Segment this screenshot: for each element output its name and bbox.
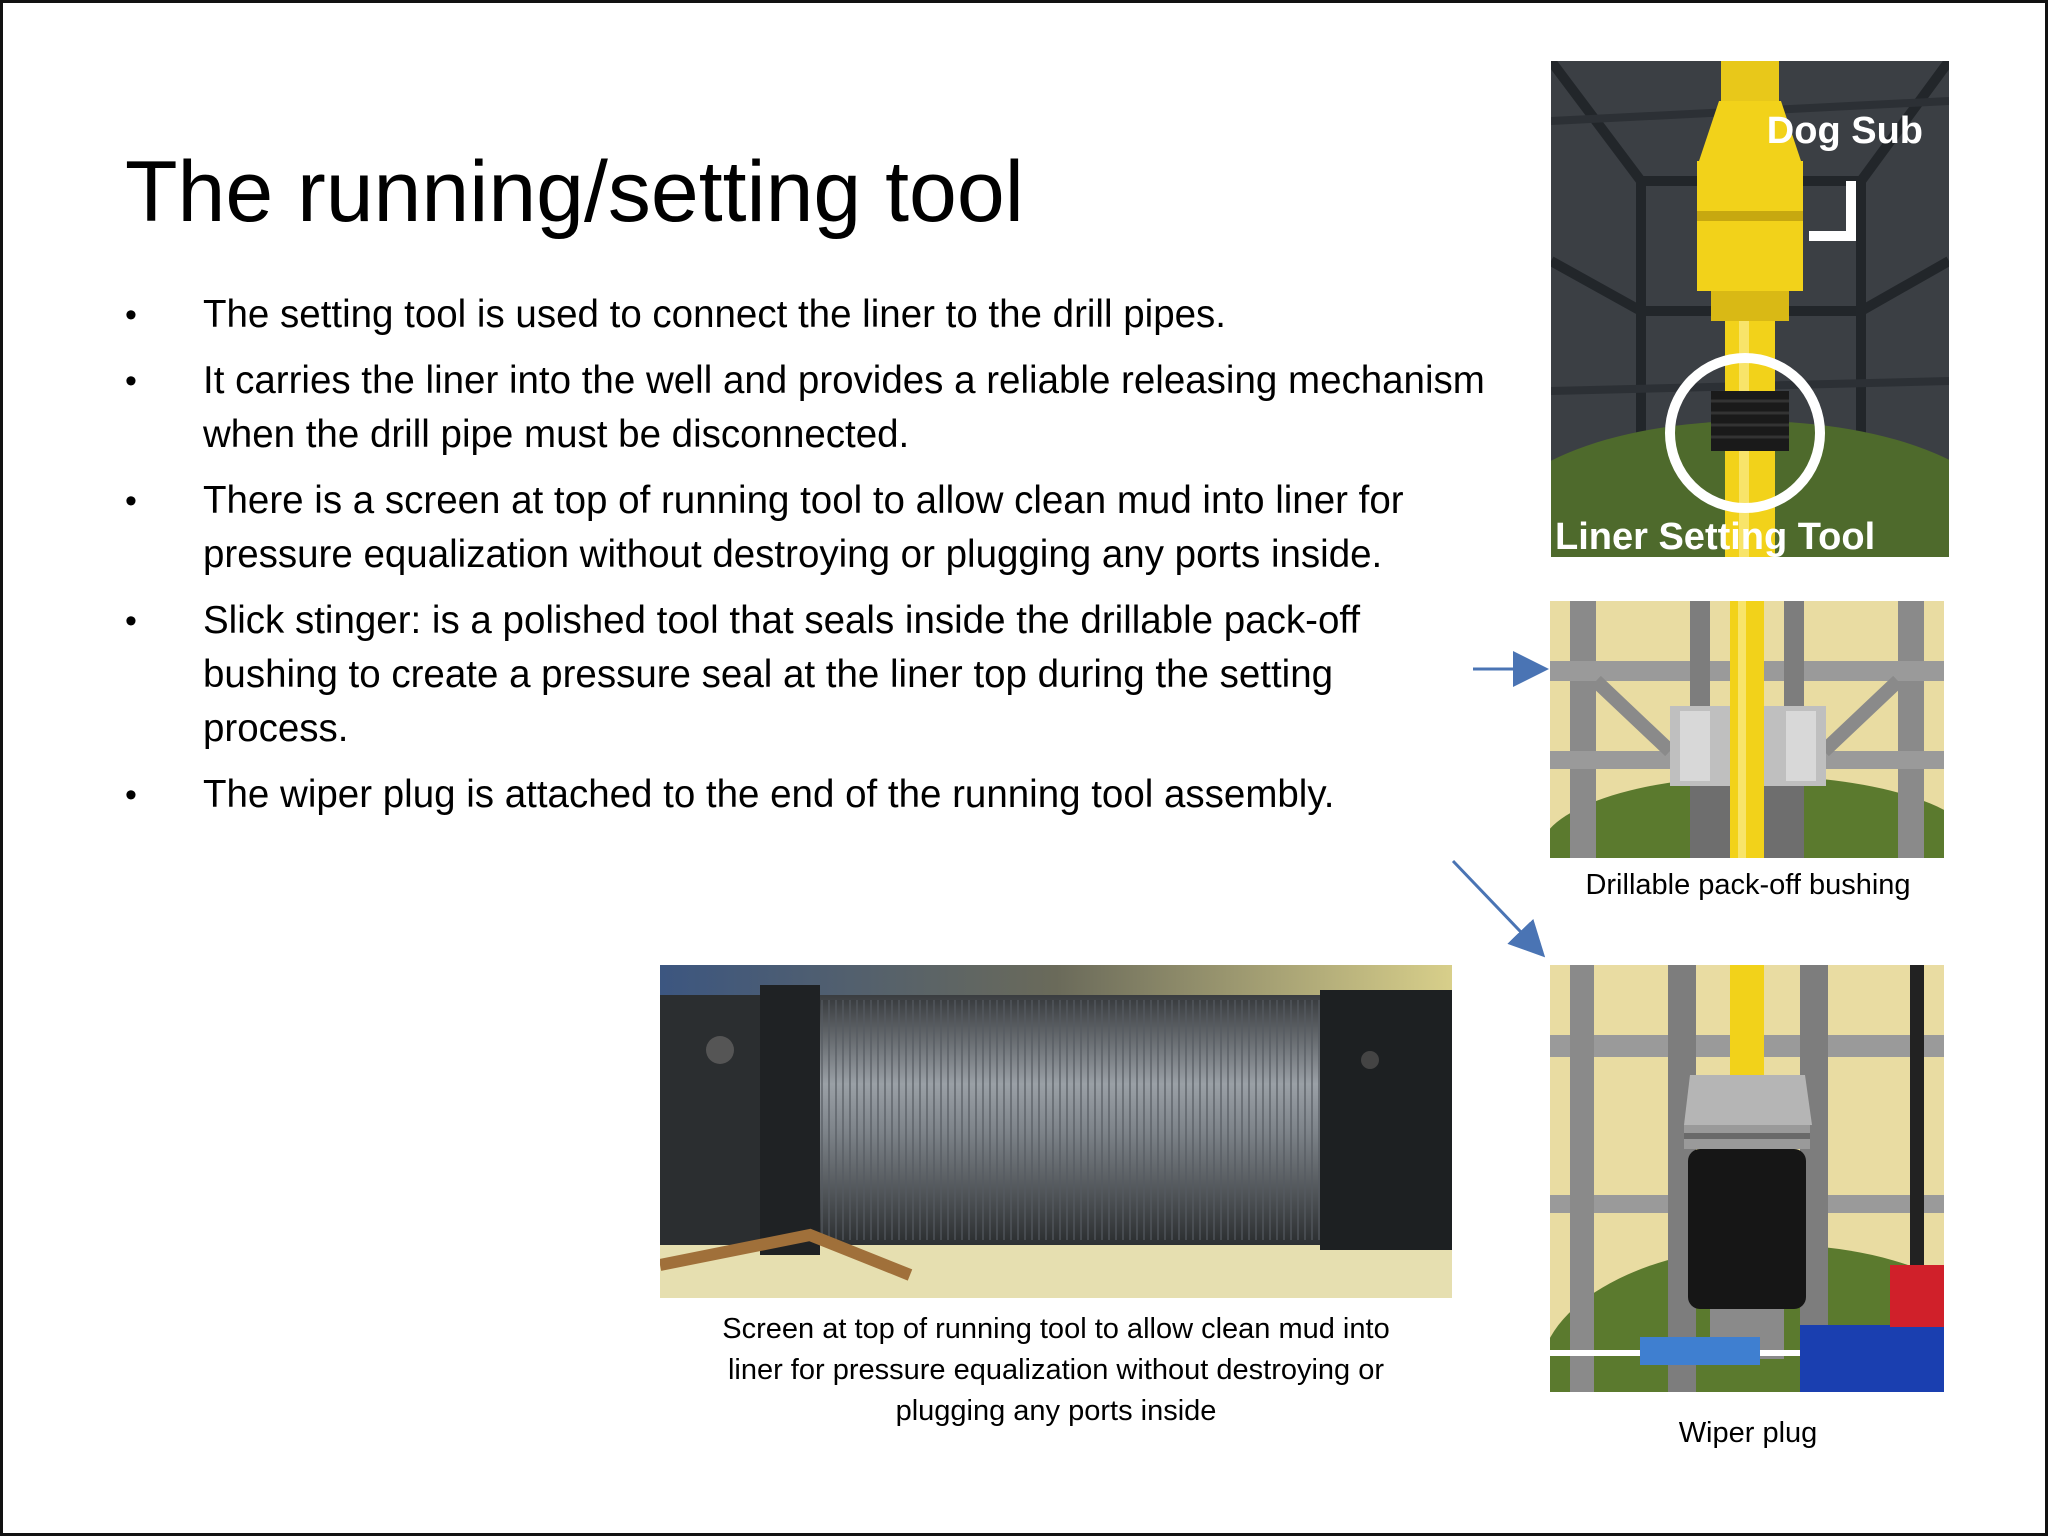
packoff-bushing-illustration	[1550, 601, 1944, 858]
bullet-dot: •	[125, 602, 137, 640]
liner-setting-tool-image	[1551, 61, 1949, 557]
bullet-text: The setting tool is used to connect the liner to the drill pipes.	[203, 293, 1226, 336]
bullet-item	[125, 474, 1485, 582]
liner-setting-tool-label: Liner Setting Tool	[1555, 516, 1876, 557]
bullet-item	[125, 594, 1485, 756]
bullet-dot: •	[125, 296, 137, 334]
slide-title: The running/setting tool	[125, 144, 1024, 240]
wiper-plug-illustration	[1550, 965, 1944, 1392]
screen-photo-image	[660, 965, 1452, 1298]
bullet-dot: •	[125, 482, 137, 520]
dog-sub-label: Dog Sub	[1766, 110, 1923, 152]
bullet-list	[125, 288, 1485, 834]
screen-photo-caption-line: Screen at top of running tool to allow clean mud into	[722, 1313, 1390, 1345]
bullet-item	[125, 354, 1485, 462]
screen-photo-caption-line: plugging any ports inside	[895, 1395, 1217, 1427]
bullet-text: Slick stinger: is a polished tool that seals inside the drillable pack-off bushing to create a pressure seal at the liner top during the setting process.	[203, 599, 1361, 750]
bullet-item	[125, 768, 1485, 822]
screen-photo-caption-line: liner for pressure equalization without destroying or	[727, 1354, 1385, 1386]
bullet-text: There is a screen at top of running tool to allow clean mud into liner for pressure equalization without destroying or plugging any ports inside.	[203, 479, 1404, 576]
bullet-item	[125, 288, 1485, 342]
bullet-dot: •	[125, 362, 137, 400]
bullet-text: The wiper plug is attached to the end of the running tool assembly.	[203, 773, 1335, 816]
packoff-bushing-caption: Drillable pack-off bushing	[1585, 869, 1911, 901]
liner-setting-tool-illustration	[1551, 61, 1949, 557]
arrow-to-wiper-plug	[1453, 861, 1541, 953]
wiper-plug-caption: Wiper plug	[1678, 1417, 1818, 1449]
wiper-plug-image	[1550, 965, 1944, 1392]
screen-photo-illustration	[660, 965, 1452, 1298]
packoff-bushing-image	[1550, 601, 1944, 858]
bullet-text: It carries the liner into the well and provides a reliable releasing mechanism when the drill pipe must be disconnected.	[203, 359, 1485, 456]
bullet-dot: •	[125, 776, 137, 814]
screen-photo-caption	[660, 1309, 1452, 1432]
